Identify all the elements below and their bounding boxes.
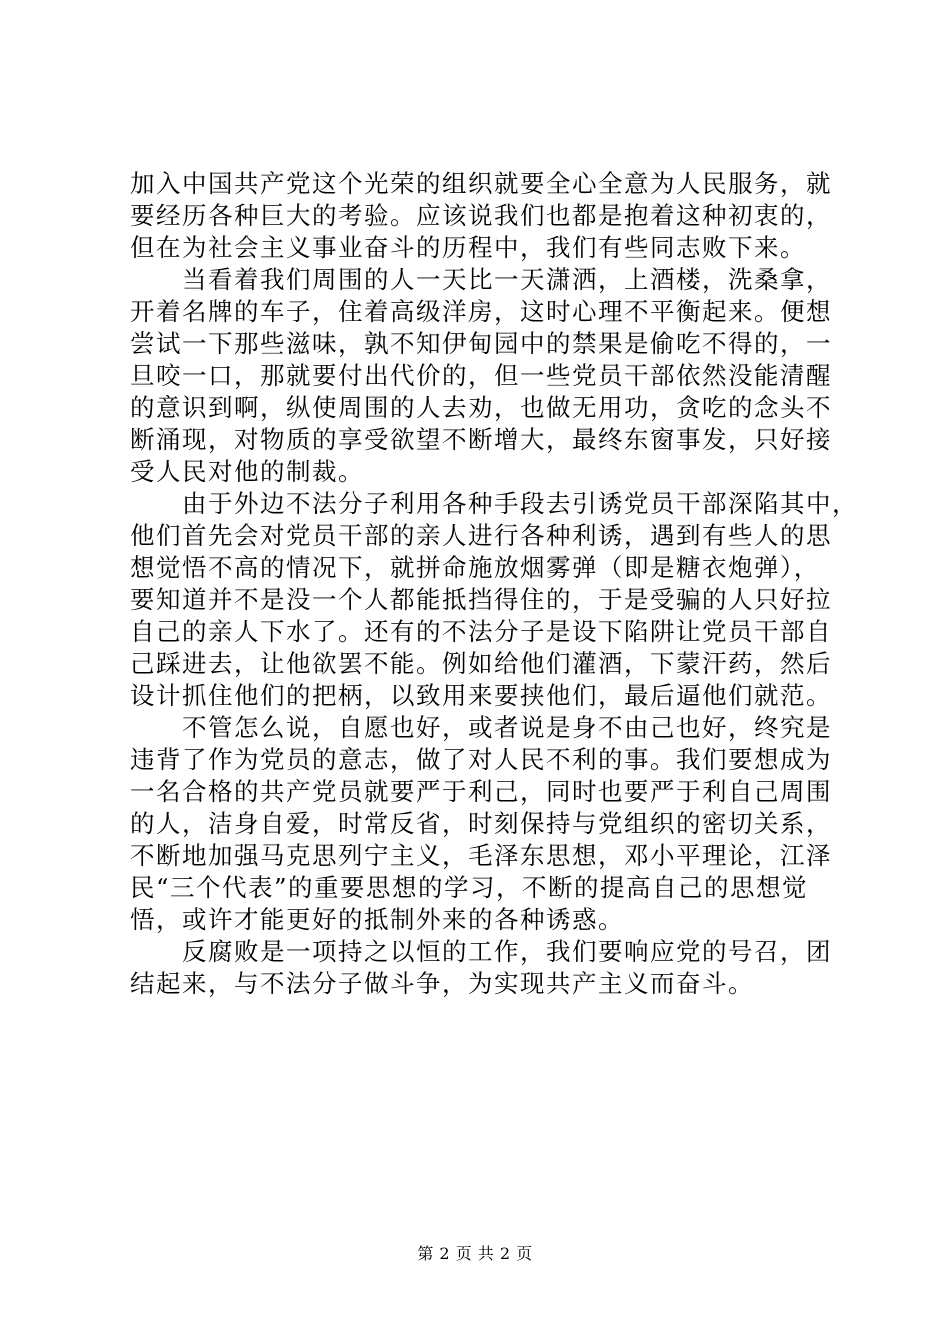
- document-body: [130, 168, 858, 1000]
- paragraph-3-line-6: 己踩进去，让他欲罢不能。例如给他们灌酒，下蒙汗药，然后: [130, 649, 832, 678]
- paragraph-2-line-6: 断涌现，对物质的享受欲望不断增大，最终东窗事发，只好接: [130, 425, 832, 454]
- paragraph-2-line-1: 当看着我们周围的人一天比一天潇洒，上酒楼，洗桑拿，: [182, 265, 832, 294]
- paragraph-4-line-5: 不断地加强马克思列宁主义，毛泽东思想，邓小平理论，江泽: [130, 841, 832, 870]
- paragraph-5-line-1: 反腐败是一项持之以恒的工作，我们要响应党的号召，团: [182, 937, 832, 966]
- paragraph-4-line-6: 民“三个代表”的重要思想的学习，不断的提高自己的思想觉: [130, 873, 809, 902]
- paragraph-1-line-3: 但在为社会主义事业奋斗的历程中，我们有些同志败下来。: [130, 233, 806, 262]
- paragraph-4-line-4: 的人，洁身自爱，时常反省，时刻保持与党组织的密切关系，: [130, 809, 832, 838]
- paragraph-4-line-1: 不管怎么说，自愿也好，或者说是身不由己也好，终究是: [182, 713, 832, 742]
- paragraph-1-line-1: 加入中国共产党这个光荣的组织就要全心全意为人民服务，就: [130, 169, 832, 198]
- paragraph-2-line-2: 开着名牌的车子，住着高级洋房，这时心理不平衡起来。便想: [130, 297, 832, 326]
- paragraph-1-line-2: 要经历各种巨大的考验。应该说我们也都是抱着这种初衷的，: [130, 201, 832, 230]
- paragraph-5-line-2: 结起来，与不法分子做斗争，为实现共产主义而奋斗。: [130, 969, 754, 998]
- paragraph-4-line-7: 悟，或许才能更好的抵制外来的各种诱惑。: [130, 905, 624, 934]
- paragraph-2-line-3: 尝试一下那些滋味，孰不知伊甸园中的禁果是偷吃不得的，一: [130, 329, 832, 358]
- paragraph-2-line-5: 的意识到啊，纵使周围的人去劝，也做无用功，贪吃的念头不: [130, 393, 832, 422]
- paragraph-3-line-7: 设计抓住他们的把柄，以致用来要挟他们，最后逼他们就范。: [130, 681, 832, 710]
- paragraph-2-line-7: 受人民对他的制裁。: [130, 457, 364, 486]
- paragraph-3-line-5: 自己的亲人下水了。还有的不法分子是设下陷阱让党员干部自: [130, 617, 832, 646]
- paragraph-4-line-3: 一名合格的共产党员就要严于利己，同时也要严于利自己周围: [130, 777, 832, 806]
- paragraph-3-line-4: 要知道并不是没一个人都能抵挡得住的，于是受骗的人只好拉: [130, 585, 832, 614]
- paragraph-2-line-4: 旦咬一口，那就要付出代价的，但一些党员干部依然没能清醒: [130, 361, 832, 390]
- paragraph-3-line-1: 由于外边不法分子利用各种手段去引诱党员干部深陷其中，: [182, 489, 858, 518]
- paragraph-3-line-2: 他们首先会对党员干部的亲人进行各种利诱，遇到有些人的思: [130, 521, 832, 550]
- paragraph-3-line-3: 想觉悟不高的情况下，就拼命施放烟雾弹（即是糖衣炮弹），: [130, 553, 820, 582]
- paragraph-4-line-2: 违背了作为党员的意志，做了对人民不利的事。我们要想成为: [130, 745, 832, 774]
- page-footer: 第 2 页 共 2 页: [417, 1244, 533, 1263]
